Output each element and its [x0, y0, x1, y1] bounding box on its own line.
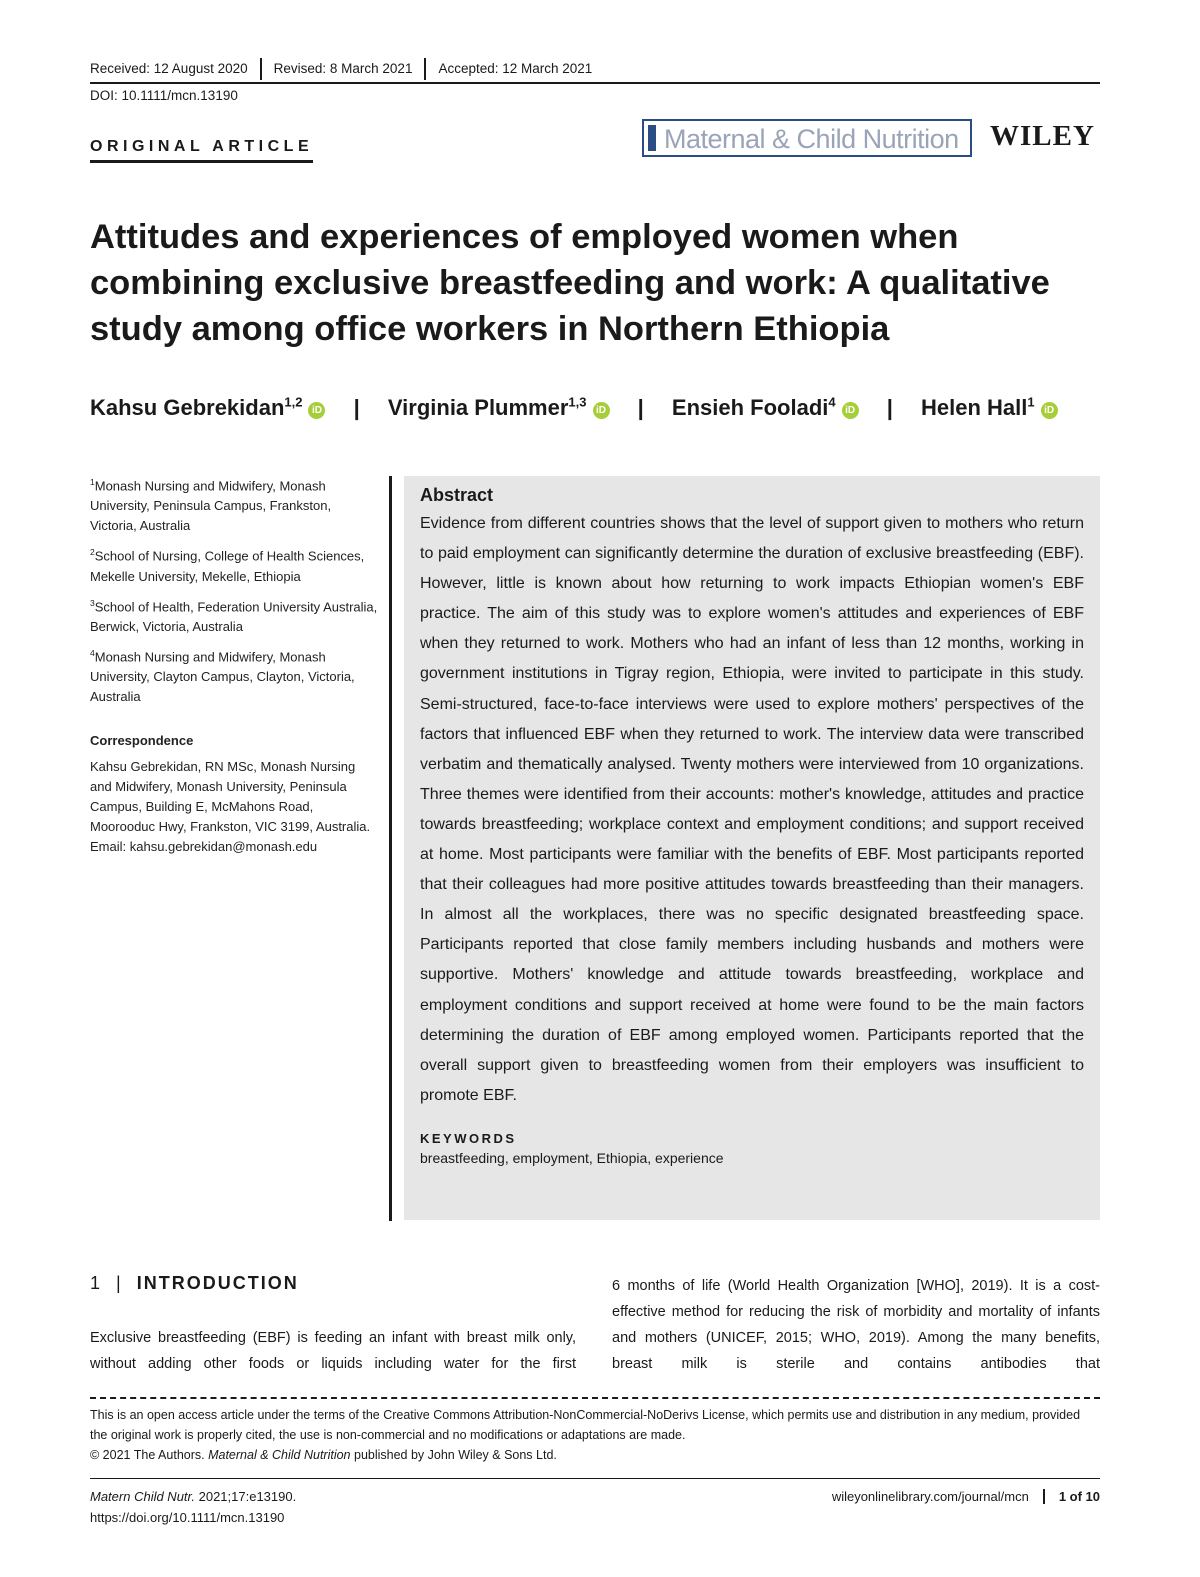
orcid-icon[interactable]: iD: [593, 402, 610, 419]
doi-link[interactable]: https://doi.org/10.1111/mcn.13190: [90, 1510, 285, 1525]
license-text: This is an open access article under the terms of the Creative Commons Attribution-NonCommercial-NoDerivs License, which permits use and distribution in any medium, provided the original work is properly cited, the use is non-commercial and no modifications or adaptations are made.: [90, 1408, 1081, 1442]
journal-logo[interactable]: [642, 119, 972, 157]
journal-logo-bar: [648, 125, 656, 151]
orcid-icon[interactable]: iD: [842, 402, 859, 419]
correspondence-title: Correspondence: [90, 733, 194, 749]
orcid-icon[interactable]: iD: [308, 402, 325, 419]
author-list: [90, 395, 1100, 421]
affiliation-2: $^2$School of Nursing, College of Health Sciences, Mekelle University, Mekelle, Ethiopia: [90, 547, 365, 584]
author-4[interactable]: Helen Hall$^1$: [921, 395, 1035, 421]
footer-citation: [90, 1486, 296, 1528]
author-separator: |: [637, 395, 644, 421]
footer-rule: [90, 1478, 1100, 1479]
column-divider: [389, 476, 392, 1221]
article-type: ORIGINAL ARTICLE: [90, 138, 313, 163]
citation-line: Matern Child Nutr. 2021;17:e13190.: [90, 1489, 297, 1504]
author-separator: |: [886, 395, 893, 421]
section-bar: |: [116, 1273, 121, 1293]
orcid-icon[interactable]: iD: [1041, 402, 1058, 419]
page-number: 1 of 10: [1058, 1489, 1100, 1504]
intro-paragraph-right: 6 months of life (World Health Organization [WHO], 2019). It is a cost-effective method for reducing the risk of morbidity and mortality of infants and mothers (UNICEF, 2015; WHO, 2019). Among the many benefits, breast milk is sterile and contains antibodies that: [612, 1278, 1100, 1372]
section-number: 1: [90, 1273, 101, 1293]
section-heading-introduction: [90, 1273, 299, 1294]
revised-date: Revised: 8 March 2021: [262, 58, 427, 80]
journal-site-link[interactable]: wileyonlinelibrary.com/journal/mcn: [832, 1489, 1045, 1504]
section-title: INTRODUCTION: [136, 1273, 299, 1293]
author-separator: |: [353, 395, 360, 421]
abstract-title: Abstract: [420, 485, 494, 505]
keywords: breastfeeding, employment, Ethiopia, experience: [420, 1149, 724, 1166]
copyright-line: © 2021 The Authors. Maternal & Child Nutrition published by John Wiley & Sons Ltd.: [90, 1448, 557, 1462]
doi[interactable]: DOI: 10.1111/mcn.13190: [90, 88, 238, 103]
abstract-text: Evidence from different countries shows that the level of support given to mothers who return to paid employment can significantly determine the duration of exclusive breastfeeding (EBF). However, little is known about how returning to work impacts Ethiopian women's EBF practice. The aim of this study was to explore women's attitudes and experiences of EBF when they returned to work. Mothers who had an infant of less than 12 months, working in government institutions in Tigray region, Ethiopia, were invited to participate in this study. Semi-structured, face-to-face interviews were used to explore mothers' perspectives of the factors that influenced EBF when they returned to work. The interview data were transcribed verbatim and thematically analysed. Twenty mothers were interviewed from 10 organizations. Three themes were identified from their accounts: mother's knowledge, attitudes and practice towards breastfeeding; workplace context and employment conditions; and support received at home. Most participants were familiar with the benefits of EBF. Most participants reported that their colleagues had more positive attitudes towards breastfeeding than their managers. In almost all the workplaces, there was no specific designated breastfeeding space. Participants reported that close family members including husbands and mothers were supportive. Mothers' knowledge and attitude towards breastfeeding, workplace and employment conditions and support received at home were found to be the main factors determining the duration of EBF among employed women. Participants reported that the overall support given to breastfeeding women from their employers was insufficient to promote EBF.: [420, 515, 1084, 1104]
article-title: Attitudes and experiences of employed women when combining exclusive breastfeeding and work: A qualitative study among office workers in Northern Ethiopia: [90, 218, 1050, 348]
affiliations-column: [90, 472, 380, 857]
history-dates: [90, 58, 1100, 84]
affiliation-1: $^1$Monash Nursing and Midwifery, Monash University, Peninsula Campus, Frankston, Victoria, Australia: [90, 477, 332, 534]
accepted-date: Accepted: 12 March 2021: [438, 61, 593, 76]
affiliation-4: $^4$Monash Nursing and Midwifery, Monash University, Clayton Campus, Clayton, Victoria, Australia: [90, 647, 355, 705]
publisher-logo[interactable]: WILEY: [990, 120, 1095, 152]
abstract-box: [404, 476, 1100, 1220]
correspondence-email[interactable]: Email: kahsu.gebrekidan@monash.edu: [90, 839, 318, 855]
license-divider: [90, 1397, 1100, 1399]
license-notice: [90, 1405, 1100, 1465]
intro-paragraph-left: Exclusive breastfeeding (EBF) is feeding an infant with breast milk only, without adding other foods or liquids including water for the first: [90, 1330, 576, 1372]
keywords-title: KEYWORDS: [420, 1130, 517, 1146]
received-date: Received: 12 August 2020: [90, 58, 262, 80]
affiliation-3: $^3$School of Health, Federation University Australia, Berwick, Victoria, Australia: [90, 597, 378, 634]
journal-name: Maternal & Child Nutrition: [664, 124, 959, 154]
footer-right: [832, 1486, 1100, 1507]
author-1[interactable]: Kahsu Gebrekidan$^{1,2}$: [90, 395, 303, 421]
author-3[interactable]: Ensieh Fooladi$^4$: [671, 395, 836, 421]
correspondence-text: Kahsu Gebrekidan, RN MSc, Monash Nursing and Midwifery, Monash University, Peninsula Campus, Building E, McMahons Road, Moorooduc Hwy, Frankston, VIC 3199, Australia. Email: kahsu.gebrekidan@monash.edu: [90, 759, 371, 855]
author-2[interactable]: Virginia Plummer$^{1,3}$: [387, 395, 587, 421]
